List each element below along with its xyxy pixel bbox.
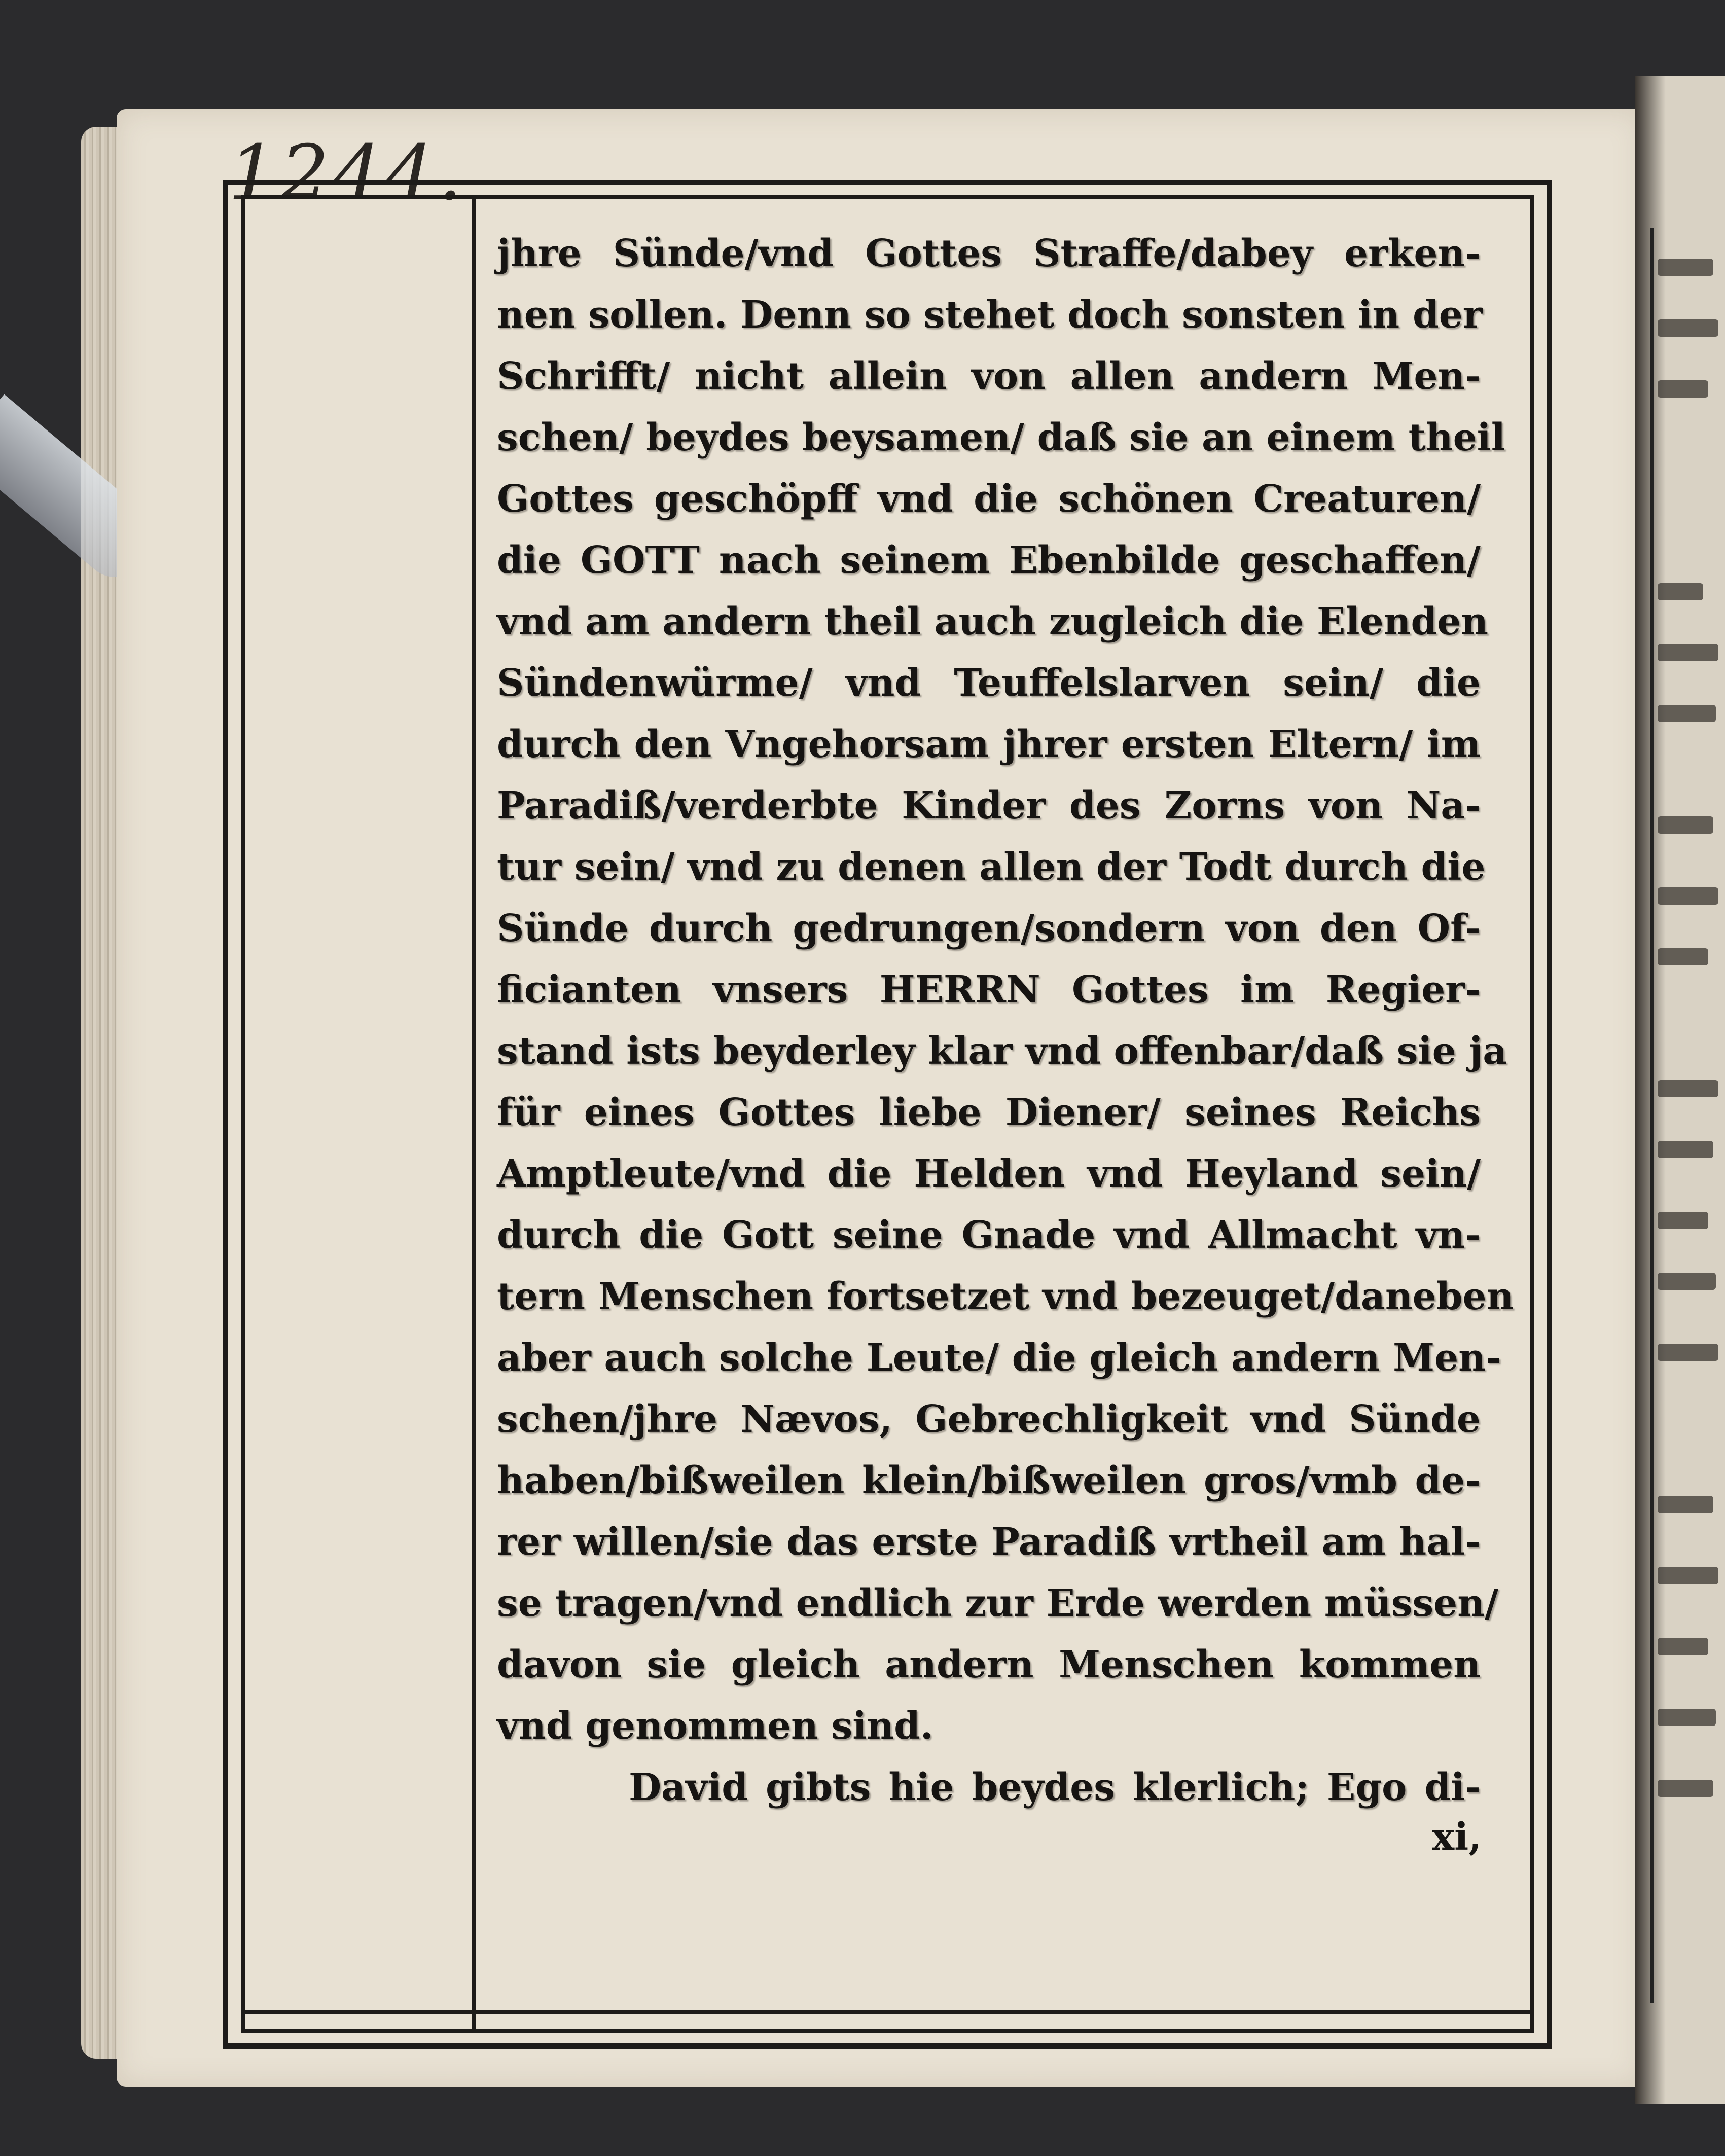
- facing-text-line: [1658, 319, 1718, 337]
- facing-text-line: [1658, 887, 1718, 905]
- text-line: haben/bißweilen klein/bißweilen gros/vmb de-: [497, 1459, 1481, 1502]
- text-line: tern Menschen fortsetzet vnd bezeuget/daneben: [497, 1275, 1514, 1318]
- text-line: vnd am andern theil auch zugleich die Elenden: [497, 600, 1489, 643]
- facing-text-line: [1658, 705, 1716, 722]
- text-line: Sünde durch gedrungen/sondern von den Of-: [497, 907, 1481, 950]
- margin-column-rule: [472, 195, 476, 2033]
- facing-text-line: [1658, 816, 1713, 834]
- facing-text-line: [1658, 1638, 1708, 1655]
- facing-text-line: [1658, 1780, 1713, 1797]
- handwritten-page-number: 1244.: [228, 129, 466, 218]
- text-line: se tragen/vnd endlich zur Erde werden müssen/: [497, 1582, 1499, 1625]
- facing-text-line: [1658, 1141, 1713, 1158]
- text-line: vnd genommen sind.: [497, 1704, 933, 1748]
- text-line: Paradiß/verderbte Kinder des Zorns von Na-: [497, 784, 1481, 828]
- text-line: durch die Gott seine Gnade vnd Allmacht vn-: [497, 1213, 1481, 1257]
- facing-text-line: [1658, 1567, 1718, 1584]
- catchword: xi,: [1432, 1815, 1482, 1859]
- facing-text-line: [1658, 1496, 1713, 1513]
- text-line: David gibts hie beydes klerlich; Ego di-: [629, 1766, 1481, 1809]
- text-line: stand ists beyderley klar vnd offenbar/daß sie ja: [497, 1029, 1507, 1073]
- text-line: davon sie gleich andern Menschen kommen: [497, 1643, 1481, 1686]
- text-line: für eines Gottes liebe Diener/ seines Reichs: [497, 1091, 1481, 1134]
- text-line: tur sein/ vnd zu denen allen der Todt durch die: [497, 845, 1486, 889]
- text-line: die GOTT nach seinem Ebenbilde geschaffen/: [497, 538, 1481, 582]
- facing-text-line: [1658, 1080, 1718, 1097]
- text-line: durch den Vngehorsam jhrer ersten Eltern/ im: [497, 723, 1481, 766]
- facing-text-line: [1658, 948, 1708, 965]
- facing-text-line: [1658, 380, 1708, 398]
- text-line: nen sollen. Denn so stehet doch sonsten in der: [497, 293, 1483, 337]
- text-line: schen/jhre Nævos, Gebrechligkeit vnd Sünde: [497, 1397, 1481, 1441]
- text-line: Schrifft/ nicht allein von allen andern Men-: [497, 354, 1481, 398]
- facing-page-edge: [1635, 76, 1725, 2104]
- facing-text-line: [1658, 1709, 1716, 1726]
- text-line: schen/ beydes beysamen/ daß sie an einem theil: [497, 416, 1505, 459]
- text-line: aber auch solche Leute/ die gleich andern Men-: [497, 1336, 1501, 1380]
- text-line: rer willen/sie das erste Paradiß vrtheil am hal-: [497, 1520, 1481, 1564]
- text-line: Amptleute/vnd die Helden vnd Heyland sein/: [497, 1152, 1481, 1196]
- facing-text-line: [1658, 583, 1703, 600]
- bottom-frame-rule: [241, 2010, 1534, 2014]
- facing-text-line: [1658, 1344, 1718, 1361]
- text-line: jhre Sünde/vnd Gottes Straffe/dabey erken-: [497, 232, 1481, 275]
- facing-text-line: [1658, 1273, 1716, 1290]
- main-text-block: [497, 223, 1514, 1818]
- facing-page-frame: [1650, 228, 1725, 2003]
- facing-text-line: [1658, 259, 1713, 276]
- text-line: Sündenwürme/ vnd Teuffelslarven sein/ die: [497, 661, 1481, 705]
- text-line: Gottes geschöpff vnd die schönen Creaturen/: [497, 477, 1481, 521]
- facing-text-line: [1658, 644, 1718, 661]
- text-line: ficianten vnsers HERRN Gottes im Regier-: [497, 968, 1481, 1012]
- facing-text-line: [1658, 1212, 1708, 1229]
